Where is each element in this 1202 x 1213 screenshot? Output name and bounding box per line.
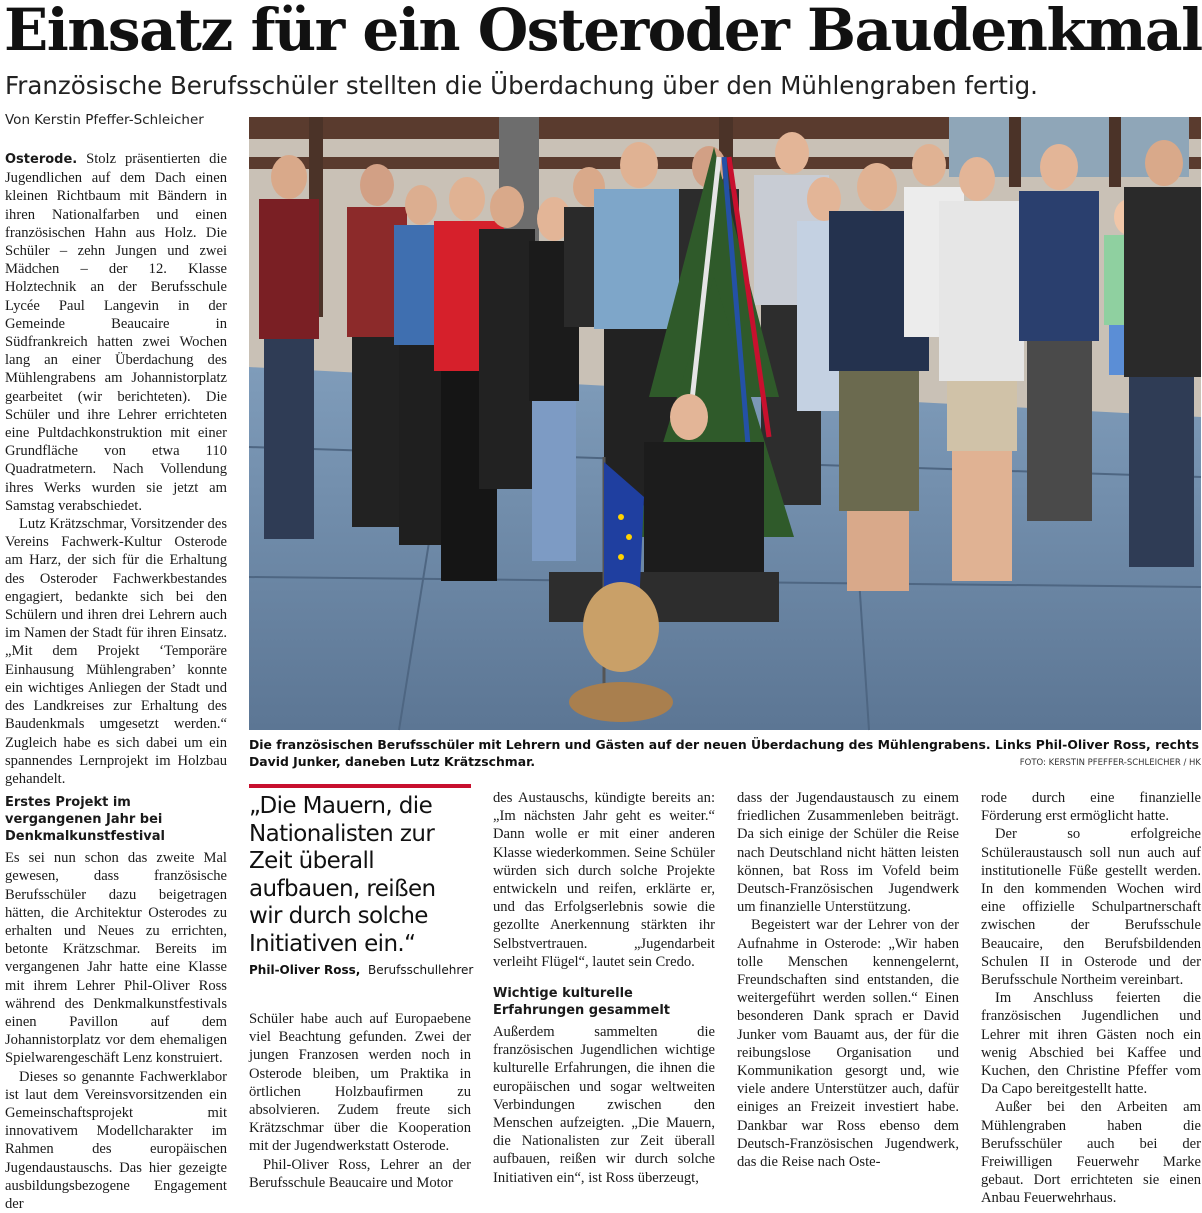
- article-byline: Von Kerstin Pfeffer-Schleicher: [5, 112, 204, 128]
- paragraph: des Austauschs, kündigte bereits an: „Im nächsten Jahr geht es weiter.“ Dann wolle er mit einer anderen Klasse wiederkommen. Seine Schüler würden sich durch solche Projekte entwickeln und reifen, erklärte er, und das Erfolgserlebnis sowie die gezollte Anerkennung stärkten ihr Selbstvertrauen. „Jugendarbeit verleiht Flügel“, lautet sein Credo.: [493, 790, 715, 970]
- paragraph: Begeistert war der Lehrer von der Aufnahme in Osterode: „Wir haben tolle Menschen kennengelernt, Freundschaften sind entstanden, die weitergeführt werden sollen.“ Einen besonderen Dank sprach er David Junker vom Bauamt aus, der für die reibungslose Organisation und Kommunikation gesorgt und, wie viele andere Unterstützer auch, dafür einiges an Freizeit investiert habe. Dankbar war Ross ebenso dem Deutsch-Französischen Jugendwerk, das die Reise nach Oste-: [737, 917, 959, 1171]
- paragraph: Es sei nun schon das zweite Mal gewesen, dass französische Berufsschüler dazu beigetragen hätten, die Architektur Osterodes zu erhalten und Neues zu errichten, betonte Krätzschmar. Bereits im vergangenen Jahr hatte eine Klasse mit ihrem Lehrer Phil-Oliver Ross während des Denkmalkunstfestivals einen Pavillon auf dem Johannistorplatz vor dem ehemaligen Spielwarengeschäft Lenz konstruiert.: [5, 850, 227, 1067]
- paragraph: Dieses so genannte Fachwerklabor ist laut dem Vereinsvorsitzenden ein Gemeinschaftsprojekt mit innovativem Modellcharakter im Rahmen des europäischen Jugendaustauschs. Das hier gezeigte ausbildungsbezogene Engagement der: [5, 1068, 227, 1212]
- paragraph: Lutz Krätzschmar, Vorsitzender des Vereins Fachwerk-Kultur Osterode am Harz, der sich für die Erhaltung des Osteroder Fachwerkbestandes engagiert, bedankte sich bei den Schülern und ihren drei Lehrern auch im Namen der Stadt für ihren Einsatz. „Mit dem Projekt ‘Temporäre Einhausung Mühlengraben’ konnte ein wichtiges Anliegen der Stadt und des Landkreises zur Erhaltung des Baudenkmals umgesetzt werden.“ Zugleich habe es sich dabei um ein spannendes Lernprojekt im Holzbau gehandelt.: [5, 516, 227, 787]
- photo-illustration: [249, 117, 1201, 730]
- photo-caption: Die französischen Berufsschüler mit Lehrern und Gästen auf der neuen Überdachung des Mühlengrabens. Links Phil-Oliver Ross, rechts David Junker, daneben Lutz Krätzschmar.: [249, 737, 1200, 769]
- article-column-1: [5, 150, 227, 1212]
- photo-credit: FOTO: KERSTIN PFEFFER-SCHLEICHER / HK: [1019, 758, 1201, 768]
- paragraph: Der so erfolgreiche Schüleraustausch soll nun auch auf institutionelle Füße gestellt werden. In den kommenden Wochen wird eine offizielle Schulpartnerschaft zwischen der Berufsschule Beaucaire, den Berufsbildenden Schulen II in Osterode und der Berufsschule Northeim vereinbart.: [981, 826, 1201, 989]
- article-column-5: [981, 789, 1201, 1207]
- article-column-3: [493, 789, 715, 1191]
- paragraph: Im Anschluss feierten die französischen Jugendlichen und Lehrer mit ihren Gästen noch ein wenig Abschied bei Kaffee und Kuchen, den Christine Pfeffer vom Da Capo bereitgestellt hatte.: [981, 990, 1201, 1098]
- dateline: Osterode.: [5, 152, 78, 167]
- section-heading: Wichtige kulturelle Erfahrungen gesammelt: [493, 986, 671, 1019]
- paragraph: Phil-Oliver Ross, Lehrer an der Berufsschule Beaucaire und Motor: [249, 1156, 471, 1191]
- article-column-4: [737, 789, 959, 1191]
- section-heading: Erstes Projekt im vergangenen Jahr bei Denkmalkunstfestival: [5, 795, 165, 845]
- group-photo: [249, 117, 1201, 730]
- pull-quote: „Die Mauern, die Nationalisten zur Zeit überall aufbauen, reißen wir durch solche Initiativen ein.“: [249, 793, 436, 957]
- paragraph: Schüler habe auch auf Europaebene viel Beachtung gefunden. Zwei der jungen Franzosen werden noch in Osterode bleiben, um Praktika in örtlichen Holzbaufirmen zu absolvieren. Zudem freute sich Krätzschmar über die Kooperation mit der Jugendwerkstatt Osterode.: [249, 1011, 471, 1155]
- paragraph: Osterode. Stolz präsentierten die Jugendlichen auf dem Dach einen kleinen Richtbaum mit Bändern in ihren Nationalfarben und einen französischen Hahn aus Holz. Die Schüler – zehn Jungen und zwei Mädchen – der 12. Klasse Holztechnik an der Berufsschule Lycée Paul Langevin in der Gemeinde Beaucaire in Südfrankreich hatten zwei Wochen lang an einer Überdachung des Mühlengrabens am Johannistorplatz gearbeitet (wir berichteten). Die Schüler und ihre Lehrer errichteten eine Pultdachkonstruktion mit einer Grundfläche von etwa 110 Quadratmetern. Nach Vollendung ihres Werks wurden sie jetzt am Samstag verabschiedet.: [5, 151, 227, 514]
- paragraph: Außer bei den Arbeiten am Mühlengraben haben die Berufsschüler auch bei der Freiwilligen Feuerwehr Marke gebaut. Dort errichteten sie einen Anbau Feuerwehrhaus.: [981, 1099, 1201, 1207]
- paragraph: Außerdem sammelten die französischen Jugendlichen wichtige kulturelle Erfahrungen, die ihnen die europäischen und sogar weltweiten Verbindungen zwischen den Menschen aufzeigten. „Die Mauern, die Nationalisten zur Zeit überall aufbauen, reißen wir durch solche Initiativen ein“, ist Ross überzeugt,: [493, 1024, 715, 1186]
- article-subheadline: Französische Berufsschüler stellten die Überdachung über den Mühlengraben fertig.: [5, 71, 1038, 100]
- paragraph: dass der Jugendaustausch zu einem friedlichen Zusammenleben beiträgt. Da sich einige der Schüler die Reise nach Deutschland nicht hätten leisten können, bat Ross im Vofeld beim Deutsch-Französischen Jugendwerk um finanzielle Unterstützung.: [737, 790, 959, 916]
- quote-accent-bar: [249, 784, 471, 788]
- paragraph: rode durch eine finanzielle Förderung erst ermöglicht hatte.: [981, 790, 1201, 825]
- article-column-2: [249, 1010, 471, 1191]
- article-headline: Einsatz für ein Osteroder Baudenkmal: [4, 0, 1202, 64]
- pull-quote-author: Phil-Oliver Ross, Berufsschullehrer: [249, 963, 474, 977]
